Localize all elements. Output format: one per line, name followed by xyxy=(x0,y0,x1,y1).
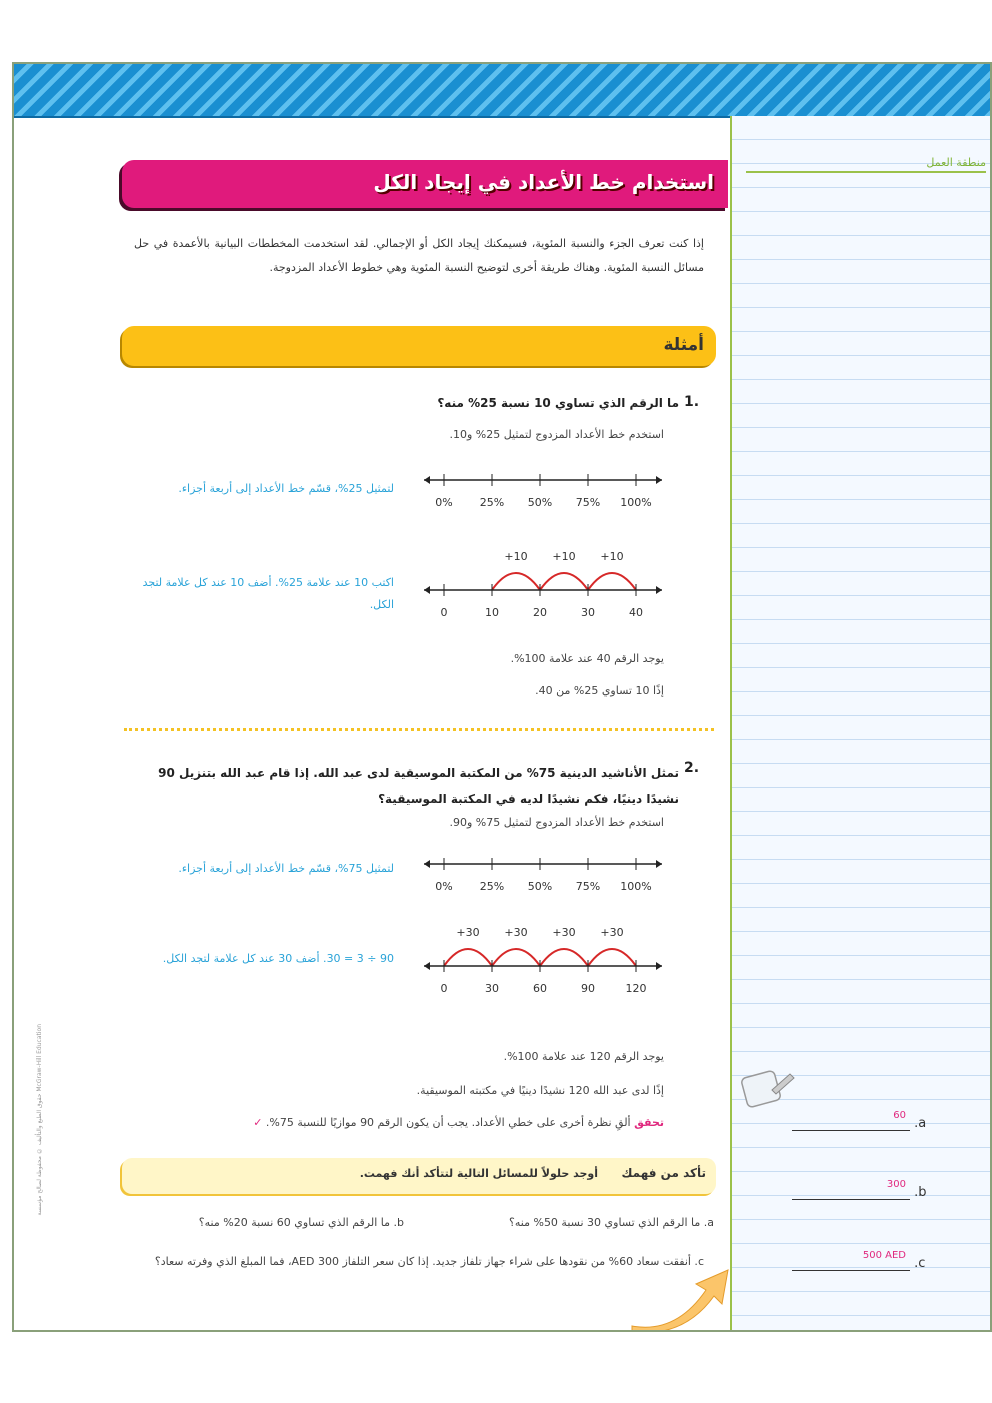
lesson-title: استخدام خط الأعداد في إيجاد الكل xyxy=(373,170,714,194)
answer-c-line[interactable] xyxy=(792,1250,910,1271)
tick-label: 75% xyxy=(575,880,601,893)
sidebar-title: منطقة العمل xyxy=(746,156,986,173)
arrow-left xyxy=(424,962,430,970)
examples-bar xyxy=(122,326,716,366)
arrow-left xyxy=(424,476,430,484)
example1-question: ما الرقم الذي تساوي 10 نسبة 25% منه؟ xyxy=(437,396,679,410)
example2-step: استخدم خط الأعداد المزدوج لتمثيل 75% و90. xyxy=(449,816,664,829)
tick-label: 40 xyxy=(629,606,643,619)
answer-c xyxy=(792,1250,926,1271)
tick-label: 90 xyxy=(581,982,595,995)
jump-label: +10 xyxy=(600,550,624,563)
example1-value-line xyxy=(414,546,674,626)
main-content xyxy=(14,116,730,1332)
jump-arc xyxy=(444,949,492,966)
exercise-a: a. ما الرقم الذي تساوي 30 نسبة 50% منه؟ xyxy=(509,1216,714,1229)
check-mark-icon: ✓ xyxy=(253,1116,263,1129)
example2-result2: إذًا لدى عبد الله 120 نشيدًا دينيًا في مكتبته الموسيقية. xyxy=(416,1084,664,1097)
example1-note2: اكتب 10 عند علامة 25%. أضف 10 عند كل علامة لتجد الكل. xyxy=(142,576,394,611)
check-understanding-label: تأكد من فهمك xyxy=(621,1166,706,1180)
tick-label: 50% xyxy=(527,880,553,893)
tick-label: 20 xyxy=(533,606,547,619)
tick-label: 60 xyxy=(533,982,547,995)
tick-label: 0% xyxy=(435,496,453,509)
tick-label: 75% xyxy=(575,496,601,509)
jump-arc xyxy=(492,949,540,966)
example1-note1: لتمثيل 25%، قسّم خط الأعداد إلى أربعة أجزاء. xyxy=(178,482,394,495)
answer-b xyxy=(792,1179,927,1200)
example2-question: تمثل الأناشيد الدينية 75% من المكتبة الموسيقية لدى عبد الله. إذا قام عبد الله بتنزيل 90 نشيدًا دينيًا، فكم نشيدًا لديه في المكتبة الموسيقية؟ xyxy=(158,766,679,806)
tick-label: 100% xyxy=(620,880,652,893)
check-understanding-text: أوجد حلولاً للمسائل التالية لتتأكد أنك فهمت. xyxy=(359,1167,598,1180)
example1-result1: يوجد الرقم 40 عند علامة 100%. xyxy=(510,652,664,665)
jump-label: +30 xyxy=(600,926,624,939)
answer-a-value: 60 xyxy=(893,1110,906,1121)
answer-b-value: 300 xyxy=(886,1179,906,1190)
example2-check xyxy=(164,1116,664,1129)
arrow-body xyxy=(632,1270,728,1332)
example2-number: 2. xyxy=(684,760,700,776)
example2-note1: لتمثيل 75%، قسّم خط الأعداد إلى أربعة أجزاء. xyxy=(178,862,394,875)
tick-label: 50% xyxy=(527,496,553,509)
example1-percent-line xyxy=(414,466,674,516)
lesson-intro: إذا كنت تعرف الجزء والنسبة المئوية، فسيمكنك إيجاد الكل أو الإجمالي. لقد استخدمت المخططات البيانية بالأعمدة في حل مسائل النسبة المئوية. وهناك طريقة أخرى لتوضيح النسبة المئوية وهي خطوط الأعداد المزدوجة. xyxy=(134,237,704,274)
work-zone-sidebar xyxy=(730,116,992,1332)
answer-a xyxy=(792,1110,927,1131)
tick-label: 25% xyxy=(479,880,505,893)
tick-label: 0% xyxy=(435,880,453,893)
answer-c-value: 500 AED xyxy=(862,1250,906,1261)
tick-label: 30 xyxy=(485,982,499,995)
tick-label: 10 xyxy=(485,606,499,619)
arrow-right xyxy=(656,586,662,594)
jump-label: +30 xyxy=(504,926,528,939)
example1-number: 1. xyxy=(684,394,700,410)
tick-label: 120 xyxy=(625,982,647,995)
tick-label: 30 xyxy=(581,606,595,619)
divider-dotted xyxy=(124,728,714,731)
answer-a-line[interactable] xyxy=(792,1110,910,1131)
pencil-note-icon xyxy=(738,1066,798,1116)
arrow-right xyxy=(656,860,662,868)
answer-b-line[interactable] xyxy=(792,1179,910,1200)
example2-note2: 90 ÷ 3 = 30. أضف 30 عند كل علامة لتجد الكل. xyxy=(162,952,394,965)
arrow-right xyxy=(656,962,662,970)
examples-label: أمثلة xyxy=(663,335,704,355)
exercise-c: c. أنفقت سعاد 60% من نقودها على شراء جهاز تلفاز جديد. إذا كان سعر التلفاز 300 AED، فما المبلغ الذي وفرته سعاد؟ xyxy=(154,1255,704,1268)
check-text: ألقِ نظرة أخرى على خطي الأعداد. يجب أن يكون الرقم 90 موازيًا للنسبة 75%. xyxy=(265,1116,631,1129)
arrow-left xyxy=(424,586,430,594)
answer-c-letter: .c xyxy=(914,1256,926,1271)
check-label: تحقق xyxy=(634,1116,664,1129)
exercise-b: b. ما الرقم الذي تساوي 60 نسبة 20% منه؟ xyxy=(198,1216,404,1229)
header-stripe xyxy=(14,64,990,118)
page xyxy=(12,62,992,1332)
answer-b-letter: .b xyxy=(914,1185,927,1200)
tick-label: 25% xyxy=(479,496,505,509)
jump-label: +10 xyxy=(552,550,576,563)
arrow-left xyxy=(424,860,430,868)
copyright-vertical: حقوق الطبع والتأليف © محفوظة لصالح مؤسسة McGraw-Hill Education xyxy=(36,1024,43,1216)
jump-label: +10 xyxy=(504,550,528,563)
jump-label: +30 xyxy=(456,926,480,939)
example2-result1: يوجد الرقم 120 عند علامة 100%. xyxy=(503,1050,664,1063)
arrow-right xyxy=(656,476,662,484)
jump-arc xyxy=(588,573,636,590)
example2-percent-line xyxy=(414,850,674,900)
tick-label: 0 xyxy=(440,982,448,995)
curved-arrow-icon xyxy=(626,1256,736,1332)
check-understanding-bar xyxy=(122,1158,716,1194)
jump-arc xyxy=(540,949,588,966)
jump-arc xyxy=(540,573,588,590)
jump-label: +30 xyxy=(552,926,576,939)
example1-result2: إذًا 10 تساوي 25% من 40. xyxy=(535,684,664,697)
tick-label: 100% xyxy=(620,496,652,509)
jump-arc xyxy=(492,573,540,590)
answer-a-letter: .a xyxy=(914,1116,927,1131)
example2-value-line xyxy=(414,922,674,1002)
example1-step: استخدم خط الأعداد المزدوج لتمثيل 25% و10. xyxy=(449,428,664,441)
jump-arc xyxy=(588,949,636,966)
lesson-title-bar xyxy=(122,160,728,208)
tick-label: 0 xyxy=(440,606,448,619)
